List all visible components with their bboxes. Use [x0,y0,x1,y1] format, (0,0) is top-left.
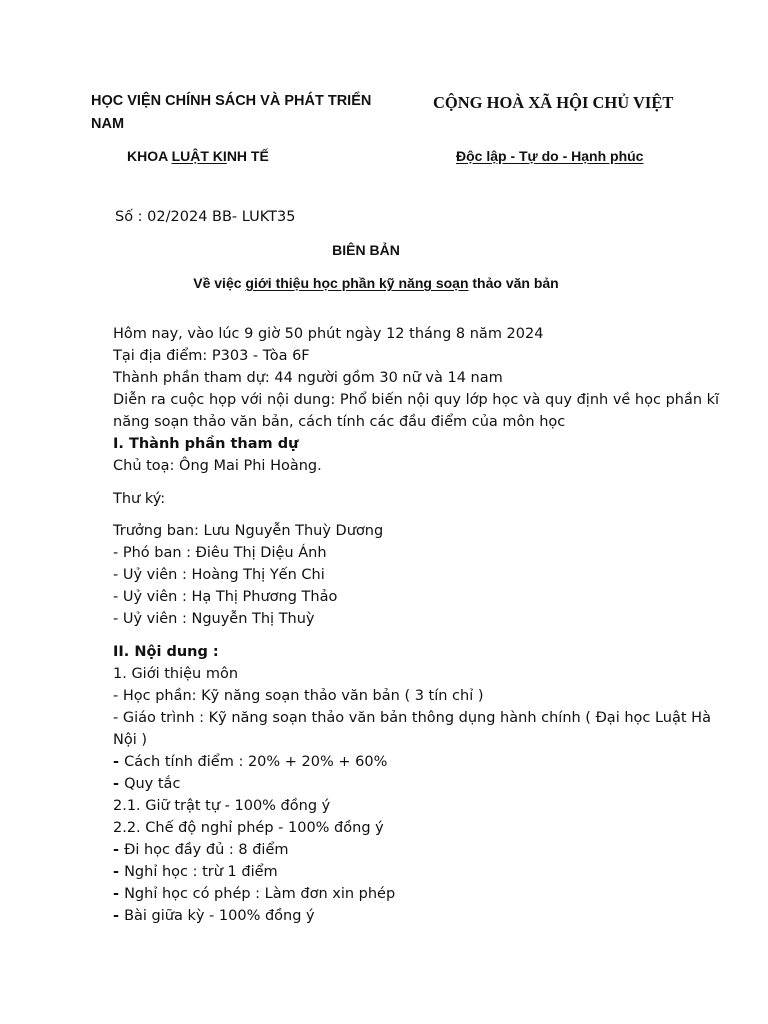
faculty-suffix: NH TẾ [226,148,269,164]
attendance-item [113,839,289,861]
document-number: Số : 02/2024 BB- LUKT35 [115,209,296,225]
meeting-place: Tại địa điểm: P303 - Tòa 6F [113,348,310,364]
subject-underlined: giới thiệu học phần kỹ năng soạn [245,275,469,291]
document-title: BIÊN BẢN [332,242,400,258]
excused-absence-item [113,883,395,905]
attendance-text: Đi học đầy đủ : 8 điểm [124,842,289,858]
board-member: - Uỷ viên : Hoàng Thị Yến Chi [113,567,325,583]
section1-heading: I. Thành phần tham dự [113,436,299,452]
rules-text: Quy tắc [124,776,181,792]
midterm-item [113,905,315,927]
grading-item [113,751,387,773]
course-intro-heading: 1. Giới thiệu môn [113,666,239,682]
bullet-dash: - [113,886,125,902]
meeting-attendees: Thành phần tham dự: 44 người gồm 30 nữ và 14 nam [113,370,503,386]
national-motto: Độc lập - Tự do - Hạnh phúc [456,148,644,164]
board-head: Trưởng ban: Lưu Nguyễn Thuỳ Dương [113,523,384,539]
chairperson: Chủ toạ: Ông Mai Phi Hoàng. [113,458,322,474]
rules-item [113,773,180,795]
leave-rule: 2.2. Chế độ nghỉ phép - 100% đồng ý [113,820,384,836]
document-subject [0,275,752,291]
secretary: Thư ký: [113,491,166,507]
faculty-underlined: LUẬT KI [171,148,227,164]
national-title: CỘNG HOÀ XÃ HỘI CHỦ VIỆT [433,93,674,112]
textbook-line1: - Giáo trình : Kỹ năng soạn thảo văn bản thông dụng hành chính ( Đại học Luật Hà [113,710,711,726]
order-rule: 2.1. Giữ trật tự - 100% đồng ý [113,798,331,814]
textbook-line2: Nội ) [113,732,148,748]
section2-heading: II. Nội dung : [113,644,219,660]
bullet-dash: - [113,842,125,858]
subject-suffix: thảo văn bản [468,275,559,291]
course-name: - Học phần: Kỹ năng soạn thảo văn bản ( 3 tín chỉ ) [113,688,484,704]
board-member: - Uỷ viên : Hạ Thị Phương Thảo [113,589,338,605]
subject-prefix: Về việc [193,275,246,291]
faculty-prefix: KHOA [127,148,172,164]
grading-text: Cách tính điểm : 20% + 20% + 60% [124,754,388,770]
bullet-dash: - [113,776,125,792]
board-member: - Uỷ viên : Nguyễn Thị Thuỳ [113,611,315,627]
meeting-time: Hôm nay, vào lúc 9 giờ 50 phút ngày 12 tháng 8 năm 2024 [113,326,544,342]
bullet-dash: - [113,908,125,924]
school-name-line1: HỌC VIỆN CHÍNH SÁCH VÀ PHÁT TRIỂN [91,93,372,109]
midterm-text: Bài giữa kỳ - 100% đồng ý [124,908,315,924]
bullet-dash: - [113,864,125,880]
bullet-dash: - [113,754,125,770]
school-name-line2: NAM [91,116,125,132]
absence-text: Nghỉ học : trừ 1 điểm [124,864,278,880]
faculty-name [127,148,269,164]
absence-item [113,861,278,883]
excused-absence-text: Nghỉ học có phép : Làm đơn xin phép [124,886,396,902]
meeting-content-line1: Diễn ra cuộc họp với nội dung: Phổ biến nội quy lớp học và quy định về học phần kĩ [113,392,720,408]
board-member: - Phó ban : Điêu Thị Diệu Ánh [113,545,327,561]
meeting-content-line2: năng soạn thảo văn bản, cách tính các đầu điểm của môn học [113,414,566,430]
